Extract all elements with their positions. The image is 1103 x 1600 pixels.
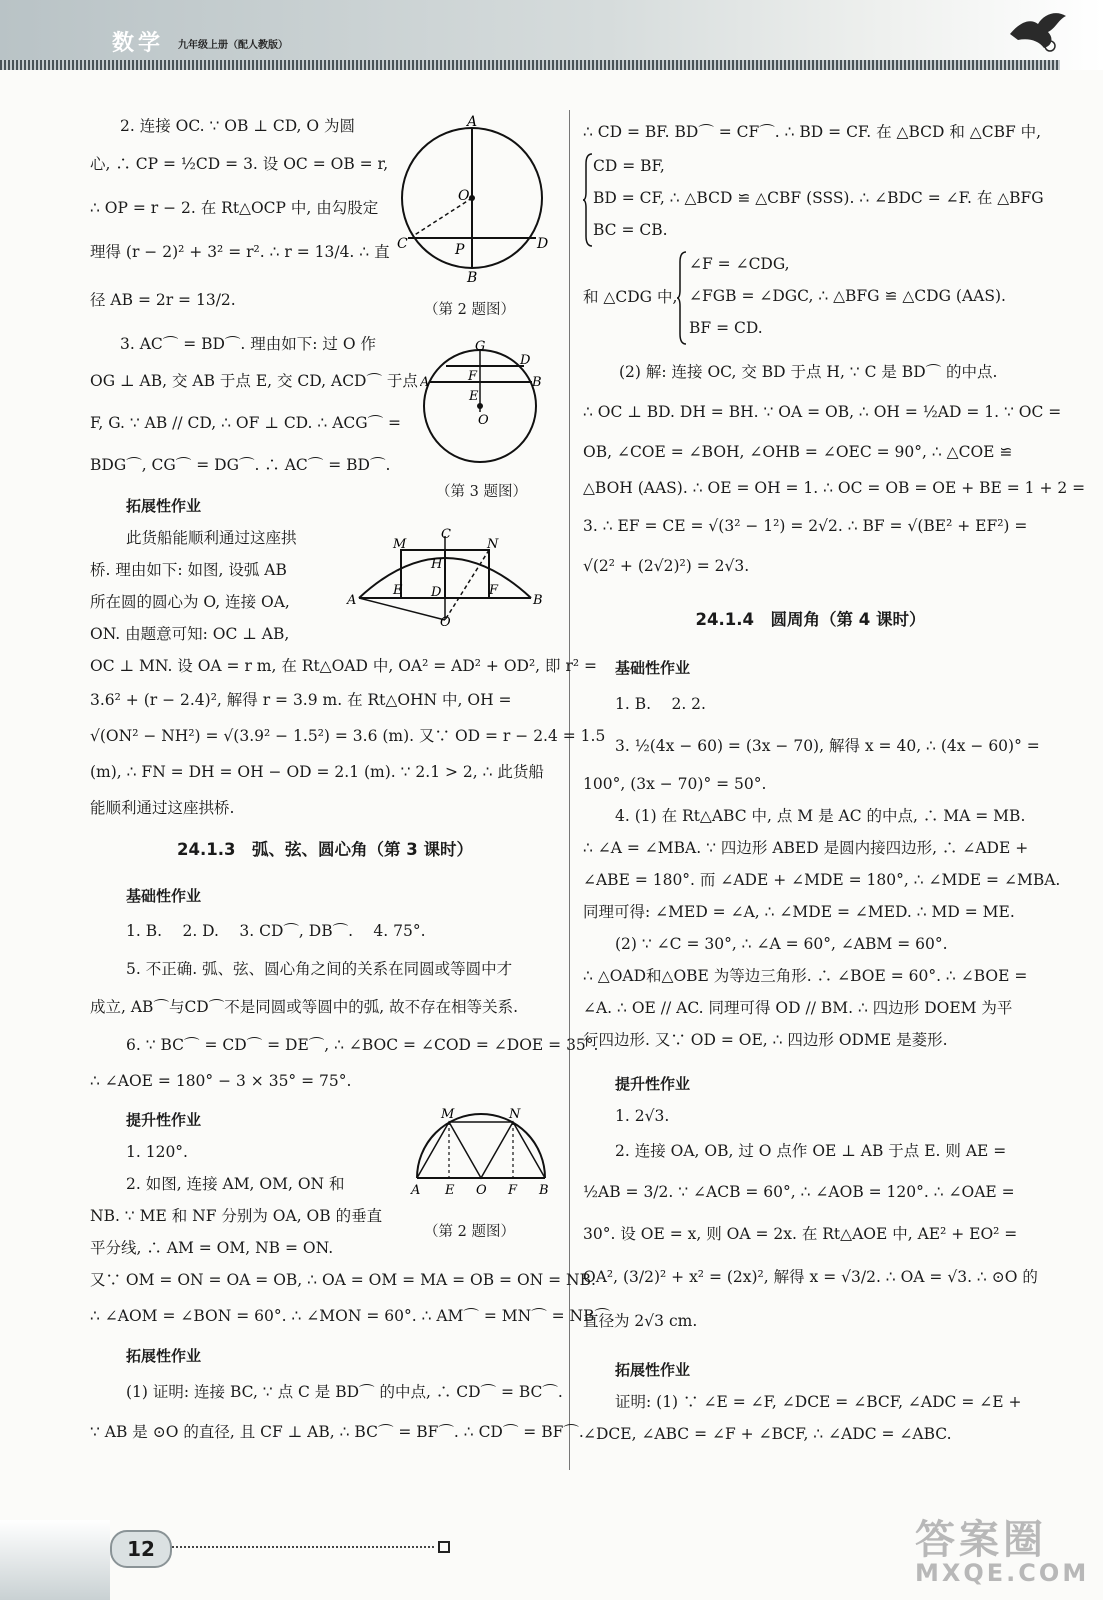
right-improve-homework [583,1068,1038,1342]
left-q2-text [90,110,390,326]
text-line: OA², (3/2)² + x² = (2x)², 解得 x = √3/2. ∴ OA = √3. ∴ ⊙O 的 [583,1268,1038,1286]
text-line: 和 △CDG 中, [583,288,678,306]
text-line: △BOH (AAS). ∴ OE = OH = 1. ∴ OC = OB = OE + BE = 1 + 2 = [583,479,1086,497]
text-line: 1. 120°. [126,1143,188,1161]
watermark-url: MXQE.COM [915,1559,1090,1587]
text-line: NB. ∵ ME 和 NF 分别为 OA, OB 的垂直 [90,1207,383,1225]
text-line: 行四边形. 又∵ OD = OE, ∴ 四边形 ODME 是菱形. [583,1031,948,1049]
figure-3-circle [420,340,550,480]
figure-semicircle [405,1104,555,1200]
section-title-24-1-3: 24.1.3 弧、弦、圆心角（第 3 课时） [177,840,473,859]
fig-label: N [509,1107,521,1122]
text-line: 4. (1) 在 Rt△ABC 中, 点 M 是 AC 的中点, ∴ MA = MB. [615,807,1026,825]
text-line: 3. ½(4x − 60) = (3x − 70), 解得 x = 40, ∴ (4x − 60)° = [615,737,1040,755]
footer-dotted-line [172,1546,434,1550]
section-heading: 基础性作业 [615,659,691,677]
right-brace-1 [583,150,1044,246]
text-line: (1) 证明: 连接 BC, ∵ 点 C 是 BD⌒ 的中点, ∴ CD⌒ = BC⌒. [126,1383,563,1401]
text-line: ∠A. ∴ OE // AC. 同理可得 OD // BM. ∴ 四边形 DOEM 为平 [583,999,1013,1017]
fig-label: A [347,593,357,608]
footer-square-icon [438,1541,450,1553]
fig-label: F [468,369,478,384]
fig-label: B [533,593,543,608]
fig-label: M [393,537,407,552]
grade-label: 九年级上册（配人教版） [178,40,288,51]
fig-label: M [441,1107,455,1122]
text-line: 1. B. 2. D. 3. CD⌒, DB⌒. 4. 75°. [126,922,426,940]
fig-label: P [455,242,465,258]
text-line: 3. AC⌒ = BD⌒. 理由如下: 过 O 作 [120,335,376,353]
fig-label: G [475,340,486,354]
text-line: ∴ ∠AOM = ∠BON = 60°. ∴ ∠MON = 60°. ∴ AM⌒ = MN⌒ = NB⌒. [90,1307,615,1325]
text-line: 成立, AB⌒与CD⌒不是同圆或等圆中的弧, 故不存在相等关系. [90,998,519,1016]
text-line: ∴ OC ⊥ BD. DH = BH. ∵ OA = OB, ∴ OH = ½AD = 1. ∵ OC = [583,403,1062,421]
fig-label: D [431,585,442,600]
fig-label: E [469,389,479,404]
text-line: (2) 解: 连接 OC, 交 BD 于点 H, ∵ C 是 BD⌒ 的中点. [619,363,998,381]
text-line: BD = CF, ∴ △BCD ≌ △CBF (SSS). ∴ ∠BDC = ∠F. 在 △BFG [593,189,1044,207]
text-line: F, G. ∵ AB // CD, ∴ OF ⊥ CD. ∴ ACG⌒ = [90,414,402,432]
fig-label: B [532,375,542,390]
fig-label: F [489,583,499,598]
text-line: √(2² + (2√2)²) = 2√3. [583,557,750,575]
section-heading: 提升性作业 [126,1111,202,1129]
text-line: 直径为 2√3 cm. [583,1312,698,1330]
text-line: 1. B. 2. 2. [615,695,706,713]
text-line: 理得 (r − 2)² + 3² = r². ∴ r = 13/4. ∴ 直 [90,243,390,261]
text-line: 径 AB = 2r = 13/2. [90,291,236,309]
text-line: 又∵ OM = ON = OA = OB, ∴ OA = OM = MA = OB = ON = NB. [90,1271,596,1289]
section-heading: 提升性作业 [615,1075,691,1093]
text-line: 所在圆的圆心为 O, 连接 OA, [90,593,290,611]
text-line: 1. 2√3. [615,1107,670,1125]
section-heading: 拓展性作业 [126,497,202,515]
text-line: 30°. 设 OE = x, 则 OA = 2x. 在 Rt△AOE 中, AE² + EO² = [583,1225,1018,1243]
text-line: OC ⊥ MN. 设 OA = r m, 在 Rt△OAD 中, OA² = AD² + OD², 即 r² = [90,657,598,675]
fig-label: B [539,1183,549,1198]
text-line: ½AB = 3/2. ∵ ∠ACB = 60°, ∴ ∠AOB = 120°. ∴ ∠OAE = [583,1183,1015,1201]
text-line: (2) ∵ ∠C = 30°, ∴ ∠A = 60°, ∠ABM = 60°. [615,935,948,953]
text-line: 2. 连接 OA, OB, 过 O 点作 OE ⊥ AB 于点 E. 则 AE = [615,1142,1007,1160]
left-brace-icon [677,250,687,346]
section-heading: 拓展性作业 [126,1347,202,1365]
fig-label: O [478,413,489,428]
text-line: 平分线, ∴ AM = OM, NB = ON. [90,1239,334,1257]
text-line: ∠ABE = 180°. 而 ∠ADE + ∠MDE = 180°, ∴ ∠MDE = ∠MBA. [583,871,1061,889]
fig-label: D [520,353,531,368]
text-line: (m), ∴ FN = DH = OH − OD = 2.1 (m). ∵ 2.1 > 2, ∴ 此货船 [90,763,544,781]
text-line: ∴ ∠AOE = 180° − 3 × 35° = 75°. [90,1072,352,1090]
fig-label: O [440,615,451,628]
fig-label: N [487,537,499,552]
fig-label: B [467,270,478,286]
section-heading: 拓展性作业 [615,1361,691,1379]
left-q3-text [90,328,418,486]
fig-label: E [445,1183,455,1198]
text-line: ∵ AB 是 ⊙O 的直径, 且 CF ⊥ AB, ∴ BC⌒ = BF⌒. ∴ CD⌒ = BF⌒. [90,1423,584,1441]
text-line: 3. ∴ EF = CE = √(3² − 1²) = 2√2. ∴ BF = √(BE² + EF²) = [583,517,1028,535]
footer-band [0,1520,110,1600]
right-part-2 [583,354,1085,586]
right-top-proof [583,116,1041,148]
text-line: ON. 由题意可知: OC ⊥ AB, [90,625,290,643]
fig-label: O [476,1183,487,1198]
right-brace-2 [583,248,1006,344]
subject-title: 数学 [112,31,165,56]
text-line: BF = CD. [689,319,763,337]
fig-label: H [431,557,443,572]
text-line: CD = BF, [593,157,665,175]
fig-label: A [420,375,430,390]
fig-label: F [508,1183,518,1198]
fig-label: O [458,188,470,204]
text-line: BDG⌒, CG⌒ = DG⌒. ∴ AC⌒ = BD⌒. [90,456,391,474]
header-stripe [0,60,1060,70]
figure-caption: （第 2 题图） [424,1224,515,1240]
text-line: BC = CB. [593,221,668,239]
text-line: 桥. 理由如下: 如图, 设弧 AB [90,561,287,579]
text-line: ∴ OP = r − 2. 在 Rt△OCP 中, 由勾股定 [90,199,379,217]
figure-caption: （第 3 题图） [436,484,527,500]
text-line: 2. 连接 OC. ∵ OB ⊥ CD, O 为圆 [120,117,356,135]
section-title-24-1-4: 24.1.4 圆周角（第 4 课时） [695,610,926,629]
text-line: 能顺利通过这座拱桥. [90,799,235,817]
fig-label: A [467,114,478,130]
watermark [915,1508,1089,1587]
section-heading: 基础性作业 [126,887,202,905]
text-line: 6. ∵ BC⌒ = CD⌒ = DE⌒, ∴ ∠BOC = ∠COD = ∠DOE = 35°. [126,1036,599,1054]
text-line: ∴ △OAD和△OBE 为等边三角形. ∴ ∠BOE = 60°. ∴ ∠BOE = [583,967,1028,985]
figure-2-circle [395,112,555,292]
fig-label: C [441,528,451,542]
text-line: ∠FGB = ∠DGC, ∴ △BFG ≌ △CDG (AAS). [689,287,1006,305]
text-line: ∴ ∠A = ∠MBA. ∵ 四边形 ABED 是圆内接四边形, ∴ ∠ADE + [583,839,1029,857]
fig-label: D [537,236,549,252]
fig-label: E [393,583,403,598]
text-line: 5. 不正确. 弧、弦、圆心角之间的关系在同圆或等圆中才 [126,960,513,978]
page-number: 12 [110,1530,172,1568]
text-line: 3.6² + (r − 2.4)², 解得 r = 3.9 m. 在 Rt△OHN 中, OH = [90,691,512,709]
text-line: 此货船能顺利通过这座拱 [126,529,297,547]
left-brace-icon [583,152,593,248]
page-header [0,0,1103,70]
right-basic-homework [583,652,1060,1056]
text-line: OB, ∠COE = ∠BOH, ∠OHB = ∠OEC = 90°, ∴ △COE ≌ [583,443,1013,461]
text-line: ∠F = ∠CDG, [689,255,790,273]
text-line: √(ON² − NH²) = √(3.9² − 1.5²) = 3.6 (m). 又∵ OD = r − 2.4 = 1.5 [90,727,606,745]
fig-label: A [411,1183,421,1198]
left-basic-homework [90,880,598,1098]
arch-bridge-figure [345,528,545,628]
text-line: 证明: (1) ∵ ∠E = ∠F, ∠DCE = ∠BCF, ∠ADC = ∠E + [615,1393,1022,1411]
text-line: 2. 如图, 连接 AM, OM, ON 和 [126,1175,345,1193]
text-line: 100°, (3x − 70)° = 50°. [583,775,767,793]
bird-logo-icon [1008,10,1068,54]
left-extension-2 [90,1340,584,1452]
fig-label: C [397,236,408,252]
text-line: 同理可得: ∠MED = ∠A, ∴ ∠MDE = ∠MED. ∴ MD = ME. [583,903,1015,921]
text-line: ∠DCE, ∠ABC = ∠F + ∠BCF, ∴ ∠ADC = ∠ABC. [583,1425,952,1443]
text-line: ∴ CD = BF. BD⌒ = CF⌒. ∴ BD = CF. 在 △BCD 和 △CBF 中, [583,123,1042,141]
right-extension [583,1354,1021,1450]
watermark-text: 答案圈 [915,1517,1047,1563]
text-line: OG ⊥ AB, 交 AB 于点 E, 交 CD, ACD⌒ 于点 [90,372,418,390]
figure-caption: （第 2 题图） [424,302,515,318]
text-line: 心, ∴ CP = ½CD = 3. 设 OC = OB = r, [90,155,389,173]
